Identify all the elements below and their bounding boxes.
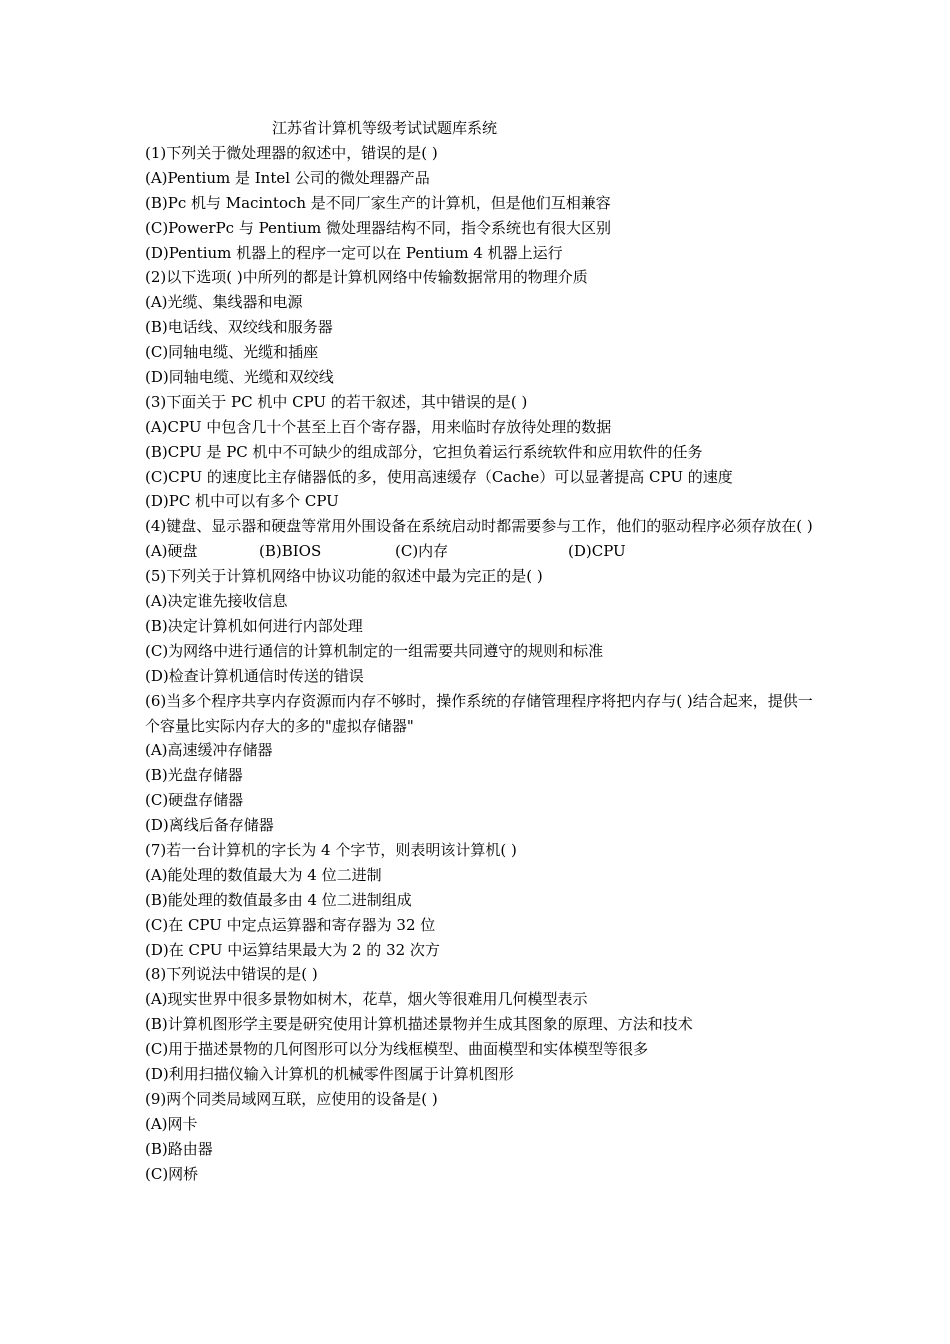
question-list <box>145 141 813 1186</box>
question-3-option-b: (B)CPU 是 PC 机中不可缺少的组成部分，它担负着运行系统软件和应用软件的任务 <box>145 442 703 461</box>
question-5-option-a: (A)决定谁先接收信息 <box>145 592 288 611</box>
question-3-stem: (3)下面关于 PC 机中 CPU 的若干叙述，其中错误的是( ) <box>145 392 528 411</box>
question-4-option-a: (A)硬盘 <box>145 542 198 561</box>
question-9-option-b: (B)路由器 <box>145 1139 213 1158</box>
question-3-option-c: (C)CPU 的速度比主存储器低的多，使用高速缓存（Cache）可以显著提高 CPU 的速度 <box>145 467 733 486</box>
question-5-option-c: (C)为网络中进行通信的计算机制定的一组需要共同遵守的规则和标准 <box>145 641 604 660</box>
question-7-option-a: (A)能处理的数值最大为 4 位二进制 <box>145 865 382 884</box>
question-2-option-a: (A)光缆、集线器和电源 <box>145 293 303 312</box>
question-8-option-a: (A)现实世界中很多景物如树木，花草，烟火等很难用几何模型表示 <box>145 990 588 1009</box>
question-9-option-c: (C)网桥 <box>145 1164 199 1183</box>
question-5-option-b: (B)决定计算机如何进行内部处理 <box>145 616 363 635</box>
question-9-option-a: (A)网卡 <box>145 1114 198 1133</box>
question-3-option-a: (A)CPU 中包含几十个甚至上百个寄存器，用来临时存放待处理的数据 <box>145 417 612 436</box>
question-6-option-d: (D)离线后备存储器 <box>145 816 274 835</box>
question-1-option-a: (A)Pentium 是 Intel 公司的微处理器产品 <box>145 168 430 187</box>
question-5-option-d: (D)检查计算机通信时传送的错误 <box>145 666 364 685</box>
question-6-option-a: (A)高速缓冲存储器 <box>145 741 273 760</box>
question-1-option-b: (B)Pc 机与 Macintoch 是不同厂家生产的计算机，但是他们互相兼容 <box>145 193 611 212</box>
question-2-option-d: (D)同轴电缆、光缆和双绞线 <box>145 368 334 387</box>
question-8-option-c: (C)用于描述景物的几何图形可以分为线框模型、曲面模型和实体模型等很多 <box>145 1040 649 1059</box>
question-2-stem: (2)以下选项( )中所列的都是计算机网络中传输数据常用的物理介质 <box>145 268 588 287</box>
question-4-option-d: (D)CPU <box>568 542 626 561</box>
question-5-stem: (5)下列关于计算机网络中协议功能的叙述中最为完正的是( ) <box>145 567 543 586</box>
question-7-option-b: (B)能处理的数值最多由 4 位二进制组成 <box>145 890 412 909</box>
question-6-option-c: (C)硬盘存储器 <box>145 791 244 810</box>
question-9-stem: (9)两个同类局域网互联，应使用的设备是( ) <box>145 1089 438 1108</box>
question-7-stem: (7)若一台计算机的字长为 4 个字节，则表明该计算机( ) <box>145 840 517 859</box>
question-1-option-c: (C)PowerPc 与 Pentium 微处理器结构不同，指令系统也有很大区别 <box>145 218 612 237</box>
question-4-option-c: (C)内存 <box>395 542 449 561</box>
question-2-option-b: (B)电话线、双绞线和服务器 <box>145 318 333 337</box>
question-4-option-b: (B)BIOS <box>259 542 322 561</box>
question-6-option-b: (B)光盘存储器 <box>145 766 243 785</box>
question-2-option-c: (C)同轴电缆、光缆和插座 <box>145 343 319 362</box>
question-8-stem: (8)下列说法中错误的是( ) <box>145 965 318 984</box>
question-6-stem: (6)当多个程序共享内存资源而内存不够时，操作系统的存储管理程序将把内存与( )结合起来，提供一个容量比实际内存大的多的"虚拟存储器" <box>145 691 813 735</box>
question-1-option-d: (D)Pentium 机器上的程序一定可以在 Pentium 4 机器上运行 <box>145 243 563 262</box>
question-4-options <box>145 539 813 564</box>
question-3-option-d: (D)PC 机中可以有多个 CPU <box>145 492 339 511</box>
question-7-option-c: (C)在 CPU 中定点运算器和寄存器为 32 位 <box>145 915 436 934</box>
question-1-stem: (1)下列关于微处理器的叙述中，错误的是( ) <box>145 144 438 162</box>
question-8-option-d: (D)利用扫描仪输入计算机的机械零件图属于计算机图形 <box>145 1065 514 1083</box>
document-title: 江苏省计算机等级考试试题库系统 <box>272 119 498 137</box>
question-7-option-d: (D)在 CPU 中运算结果最大为 2 的 32 次方 <box>145 940 440 959</box>
question-8-option-b: (B)计算机图形学主要是研究使用计算机描述景物并生成其图象的原理、方法和技术 <box>145 1015 693 1034</box>
question-4-stem: (4)键盘、显示器和硬盘等常用外围设备在系统启动时都需要参与工作，他们的驱动程序必须存放在( ) <box>145 517 813 536</box>
